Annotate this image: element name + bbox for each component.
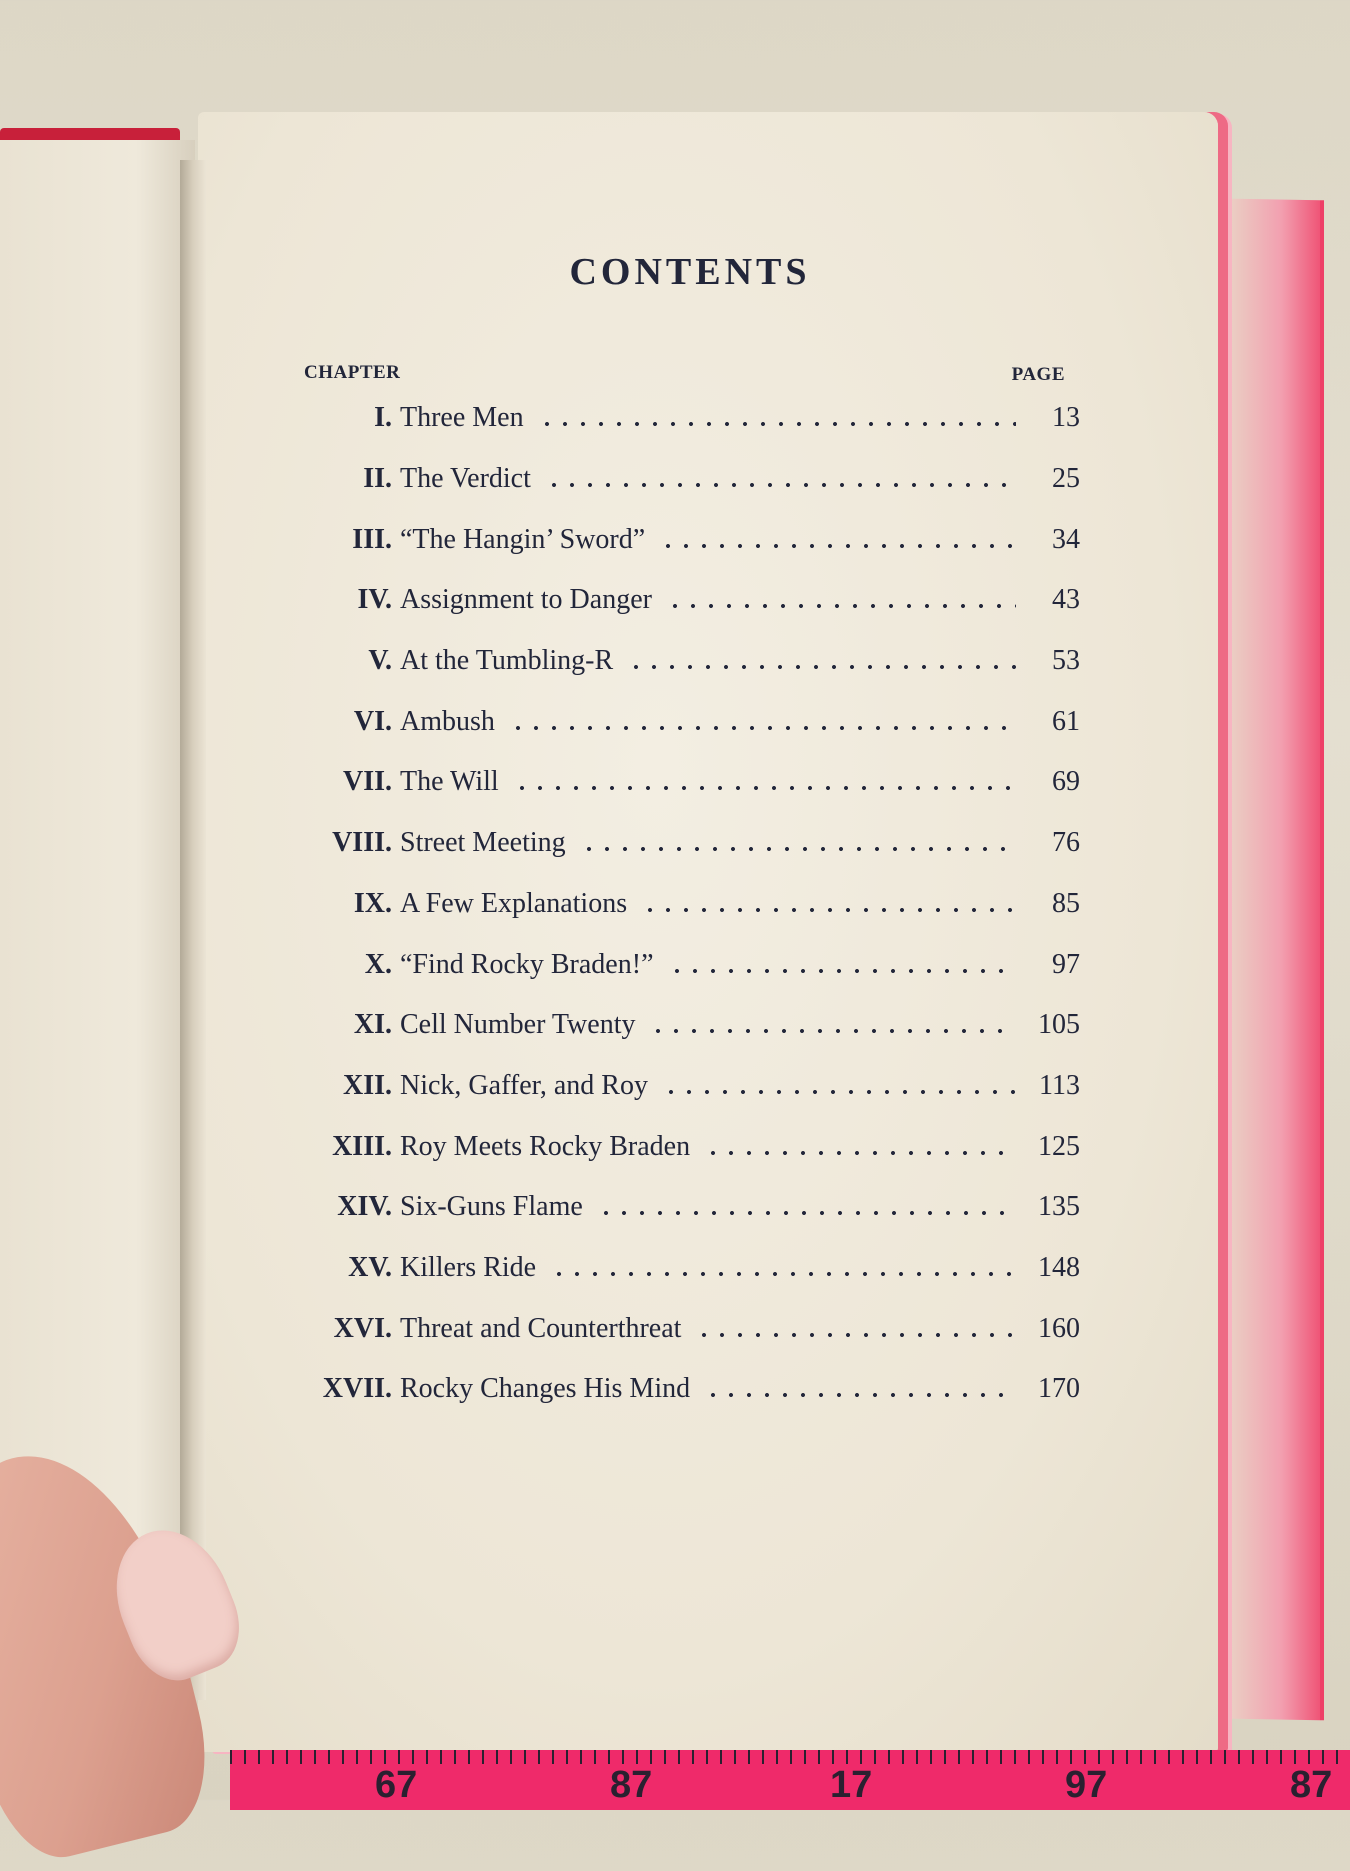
contents-row (300, 1056, 1100, 1117)
contents-row (300, 1298, 1100, 1359)
page-column-heading: PAGE (1011, 364, 1065, 385)
page-number: 13 (1052, 402, 1080, 434)
page-number: 61 (1052, 705, 1080, 737)
page-number: 34 (1052, 523, 1080, 555)
ruler-ticks (230, 1750, 1350, 1764)
chapter-title: Cell Number Twenty (400, 1009, 636, 1041)
dot-leader (659, 544, 1016, 548)
ruler-number: 17 (830, 1764, 873, 1806)
page-number: 160 (1038, 1312, 1080, 1344)
table-of-contents (300, 250, 1100, 1430)
chapter-title: Killers Ride (400, 1251, 537, 1283)
chapter-title: Roy Meets Rocky Braden (400, 1130, 691, 1162)
chapter-title: Three Men (400, 402, 524, 434)
contents-row (300, 1116, 1100, 1177)
page-number: 85 (1052, 887, 1080, 919)
contents-row (300, 874, 1100, 935)
dot-leader (627, 665, 1016, 669)
chapter-number: V. (368, 645, 392, 677)
dot-leader (666, 604, 1016, 608)
page-number: 76 (1052, 827, 1080, 859)
page-number: 53 (1052, 645, 1080, 677)
chapter-number: III. (352, 523, 392, 555)
dot-leader (704, 1393, 1016, 1397)
chapter-number: IX. (353, 887, 392, 919)
chapter-title: A Few Explanations (400, 887, 628, 919)
contents-title: CONTENTS (569, 251, 811, 293)
ruler-number: 97 (1065, 1764, 1108, 1806)
chapter-title: Assignment to Danger (400, 584, 652, 616)
contents-row (300, 752, 1100, 813)
page-number: 25 (1052, 463, 1080, 495)
chapter-number: XIII. (332, 1130, 392, 1162)
chapter-title: Street Meeting (400, 827, 566, 859)
chapter-number: II. (363, 463, 392, 495)
chapter-title: The Will (400, 766, 499, 798)
chapter-number: VIII. (332, 827, 392, 859)
page-number: 97 (1052, 948, 1080, 980)
chapter-number: VII. (342, 766, 392, 798)
chapter-number: XV. (348, 1251, 392, 1283)
ruler-number: 67 (375, 1764, 418, 1806)
page-number: 135 (1038, 1191, 1080, 1223)
contents-row (300, 995, 1100, 1056)
page-number: 113 (1039, 1069, 1080, 1101)
chapter-number: IV. (357, 584, 392, 616)
dot-leader (695, 1333, 1016, 1337)
dot-leader (580, 847, 1016, 851)
chapter-number: XI. (353, 1009, 392, 1041)
page-number: 125 (1038, 1130, 1080, 1162)
chapter-title: Nick, Gaffer, and Roy (400, 1069, 648, 1101)
page-number: 170 (1038, 1373, 1080, 1405)
contents-row (300, 813, 1100, 874)
page-number: 148 (1038, 1251, 1080, 1283)
page-number: 105 (1038, 1009, 1080, 1041)
contents-row (300, 631, 1100, 692)
chapter-number: I. (374, 402, 392, 434)
chapter-title: At the Tumbling-R (400, 645, 614, 677)
chapter-title: Ambush (400, 705, 495, 737)
dot-leader (704, 1151, 1016, 1155)
dot-leader (662, 1090, 1016, 1094)
contents-row (300, 1238, 1100, 1299)
chapter-number: XIV. (337, 1191, 392, 1223)
chapter-title: Rocky Changes His Mind (400, 1373, 691, 1405)
dot-leader (538, 422, 1016, 426)
dot-leader (649, 1029, 1016, 1033)
chapter-title: Six-Guns Flame (400, 1191, 583, 1223)
dot-leader (513, 786, 1016, 790)
dot-leader (597, 1211, 1016, 1215)
chapter-number: XVII. (322, 1373, 392, 1405)
dot-leader (668, 969, 1017, 973)
contents-list (300, 388, 1100, 1420)
chapter-number: X. (364, 948, 392, 980)
chapter-number: XVI. (333, 1312, 392, 1344)
chapter-number: XII. (342, 1069, 392, 1101)
contents-row (300, 691, 1100, 752)
contents-row (300, 1359, 1100, 1420)
measuring-ruler (230, 1750, 1350, 1810)
dot-leader (545, 483, 1016, 487)
ruler-number: 87 (1290, 1764, 1333, 1806)
chapter-number: VI. (353, 705, 392, 737)
page-number: 43 (1052, 584, 1080, 616)
dot-leader (550, 1272, 1016, 1276)
chapter-title: The Verdict (400, 463, 531, 495)
contents-row (300, 1177, 1100, 1238)
page-number: 69 (1052, 766, 1080, 798)
chapter-title: “The Hangin’ Sword” (400, 523, 646, 555)
contents-row (300, 934, 1100, 995)
contents-row (300, 570, 1100, 631)
book-gutter (180, 160, 206, 1700)
contents-row (300, 388, 1100, 449)
ruler-number: 87 (610, 1764, 653, 1806)
dot-leader (641, 908, 1016, 912)
contents-row (300, 509, 1100, 570)
chapter-title: “Find Rocky Braden!” (400, 948, 654, 980)
contents-row (300, 449, 1100, 510)
chapter-column-heading: CHAPTER (304, 362, 401, 383)
chapter-title: Threat and Counterthreat (400, 1312, 682, 1344)
dot-leader (509, 726, 1016, 730)
